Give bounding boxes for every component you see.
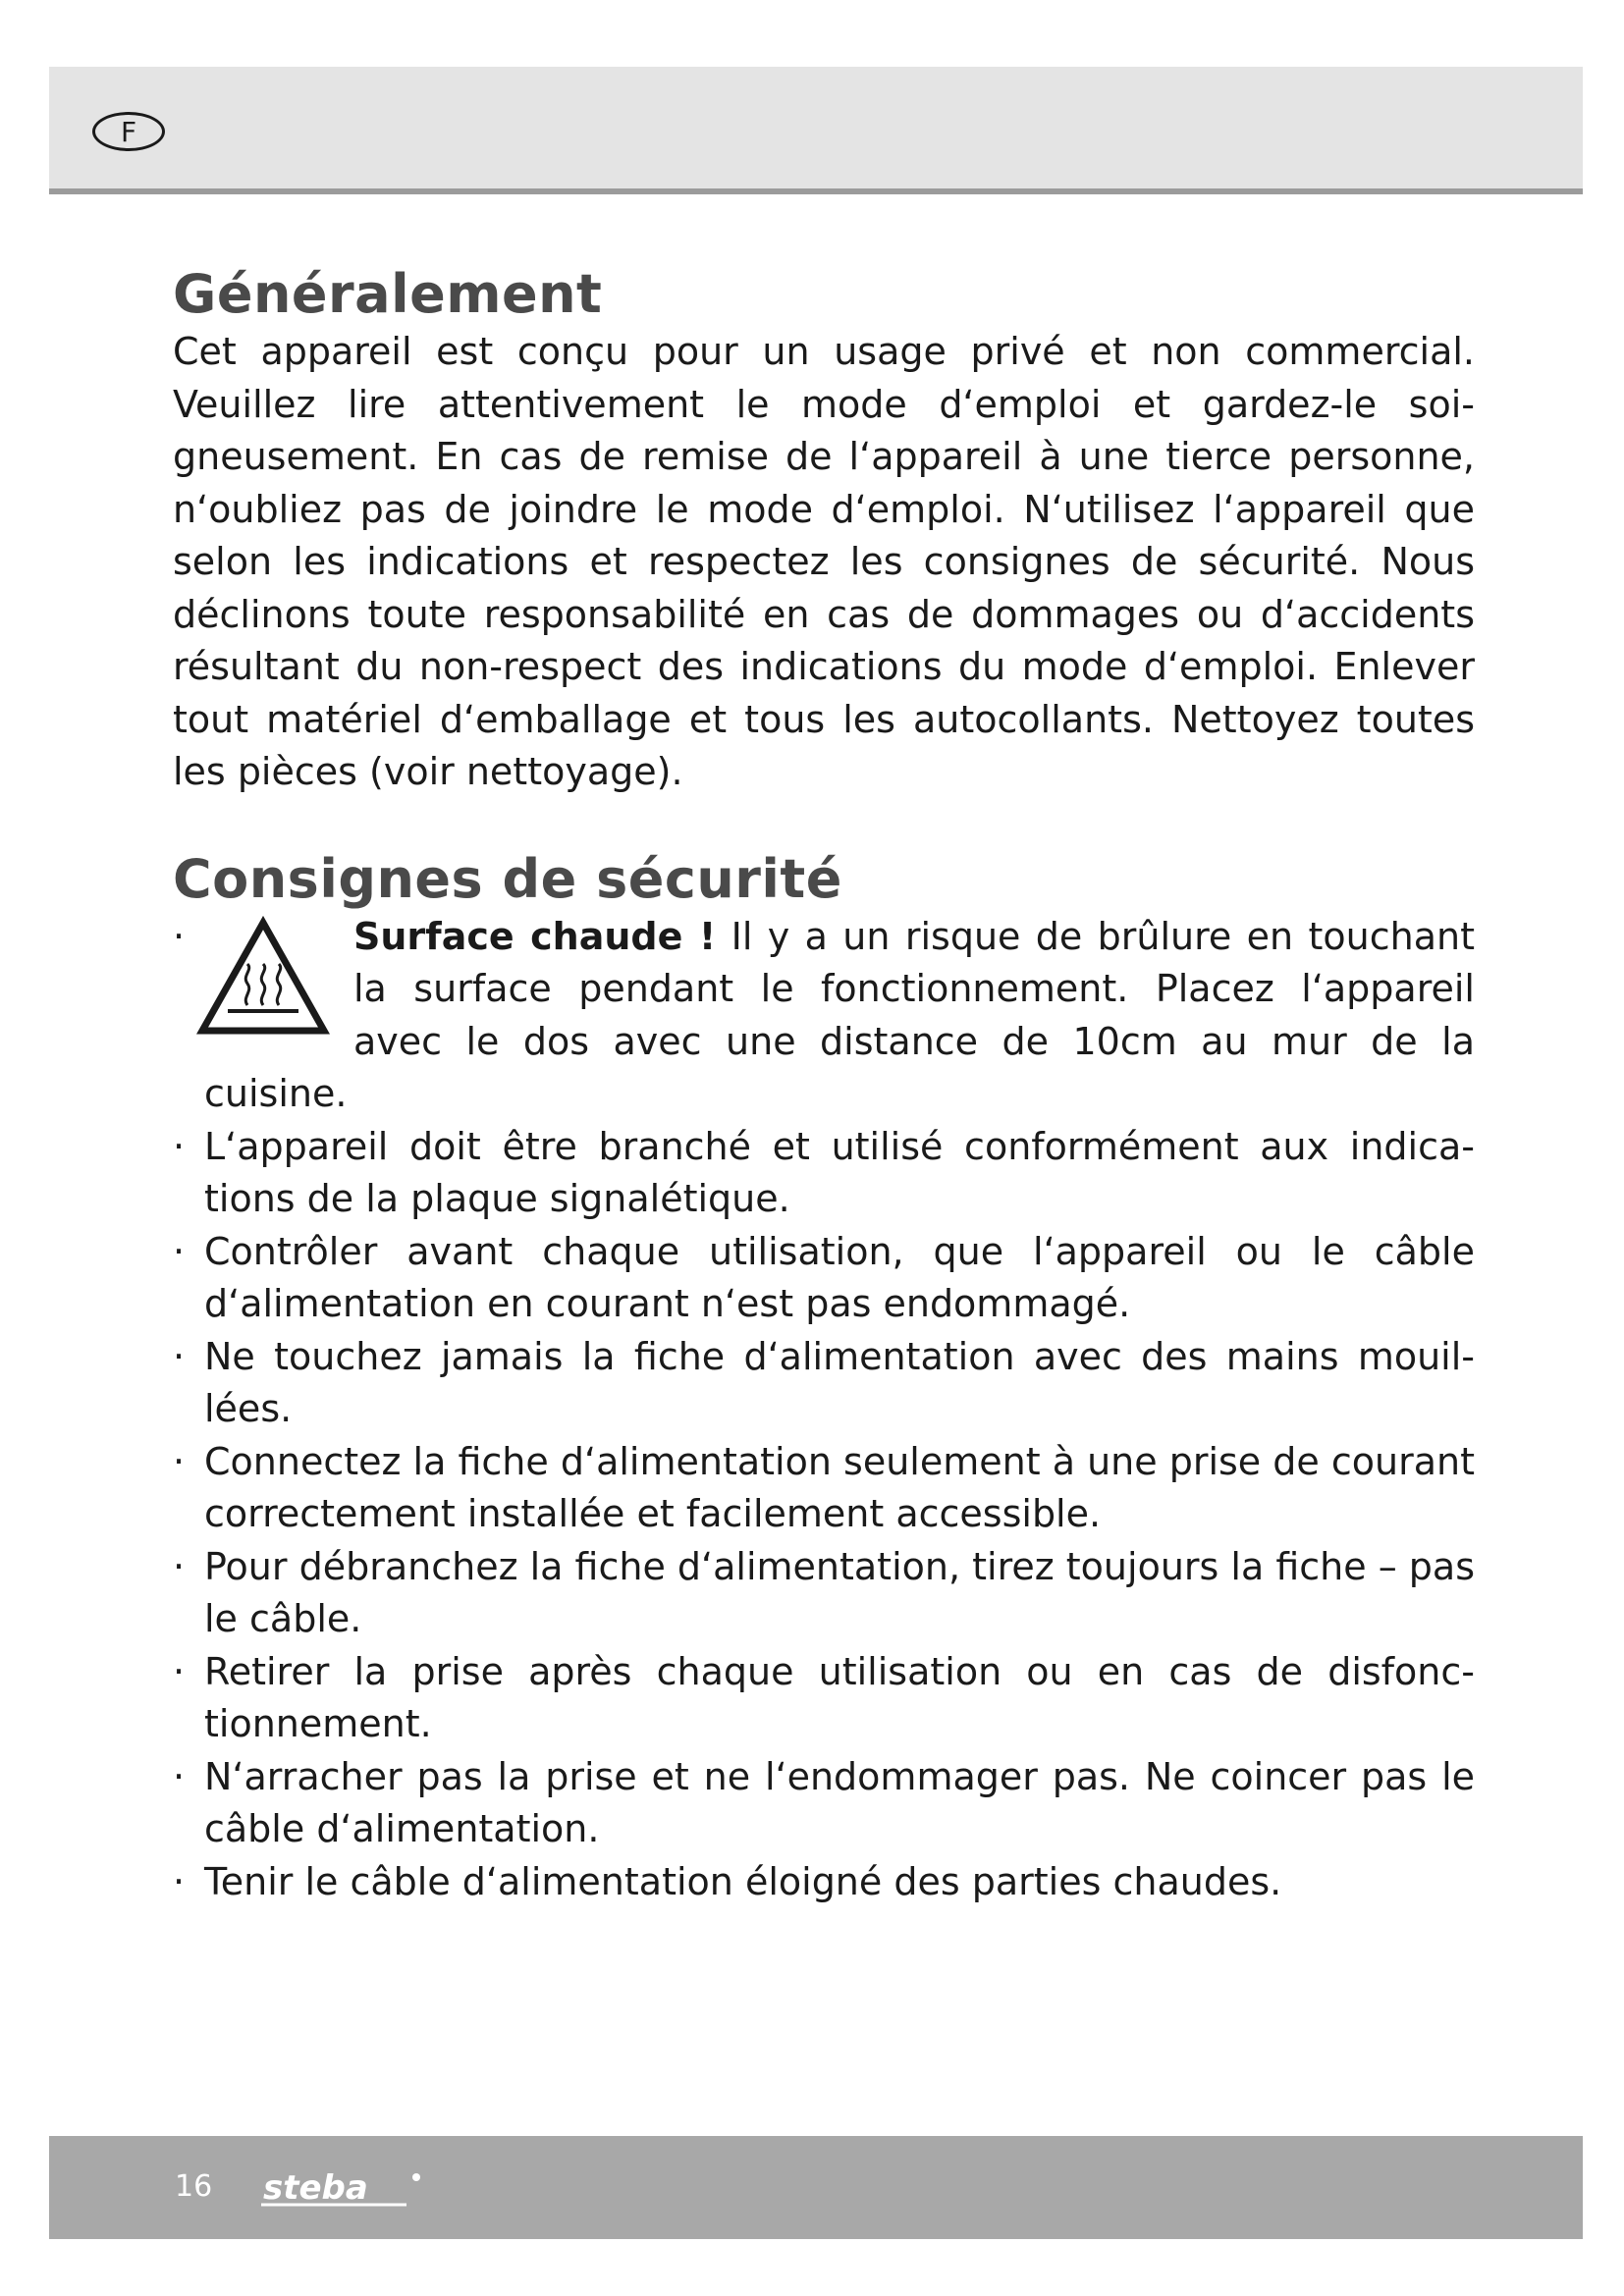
general-paragraph: Cet appareil est conçu pour un usage privé et non commercial. Veuillez lire attentivement le mode d‘emploi et gardez-le soigneusement. En cas de remise de l‘appareil à une tierce personne, n‘oubliez pas de joindre le mode d‘emploi. N‘utilisez l‘appareil que selon les indications et respectez les consignes de sécurité. Nous déclinons toute responsabilité en cas de dommages ou d‘accidents résultant du non-respect des indications du mode d‘emploi. Enlever tout matériel d‘emballage et tous les autocollants. Nettoyez toutes les pièces (voir nettoyage). [173, 330, 1475, 793]
safety-rules-list [173, 911, 1475, 1909]
steba-logo [259, 2165, 446, 2215]
hot-surface-warning-icon [194, 915, 332, 1042]
page-footer [49, 2136, 1583, 2239]
page-header [49, 67, 1583, 194]
page-number: 16 [175, 2169, 213, 2204]
general-section [173, 263, 1475, 799]
hot-surface-text: Il y a un risque de brûlure en touchant la surface pendant le fonctionnement. Placez l‘appareil avec le dos avec une distance de 10cm au mur de la cuisine. [204, 914, 1475, 1115]
safety-rule: · Retirer la prise après chaque utilisation ou en cas de disfonctionnement. [173, 1646, 1475, 1751]
page-content [173, 263, 1475, 1908]
safety-rule: · L‘appareil doit être branché et utilisé conformément aux indications de la plaque signalétique. [173, 1121, 1475, 1226]
brand-wordmark: steba [263, 2168, 368, 2208]
safety-section [173, 848, 1475, 1909]
hot-surface-rule [173, 911, 1475, 1121]
safety-rule: · N‘arracher pas la prise et ne l‘endommager pas. Ne coincer pas le câble d‘alimentation. [173, 1751, 1475, 1856]
general-title: Généralement [173, 263, 603, 325]
safety-rule: · Contrôler avant chaque utilisation, que l‘appareil ou le câble d‘alimentation en courant n‘est pas endommagé. [173, 1226, 1475, 1331]
hot-surface-label: Surface chaude ! [353, 914, 717, 958]
safety-rule: · Tenir le câble d‘alimentation éloigné des parties chaudes. [173, 1856, 1475, 1909]
safety-rule: · Pour débranchez la fiche d‘alimentation, tirez toujours la fiche – pas le câble. [173, 1541, 1475, 1646]
language-badge: F [92, 112, 165, 151]
safety-title: Consignes de sécurité [173, 847, 842, 910]
safety-rule: · Ne touchez jamais la fiche d‘alimentation avec des mains mouillées. [173, 1331, 1475, 1436]
safety-rule: · Connectez la fiche d‘alimentation seulement à une prise de courant correctement installée et facilement accessible. [173, 1436, 1475, 1541]
